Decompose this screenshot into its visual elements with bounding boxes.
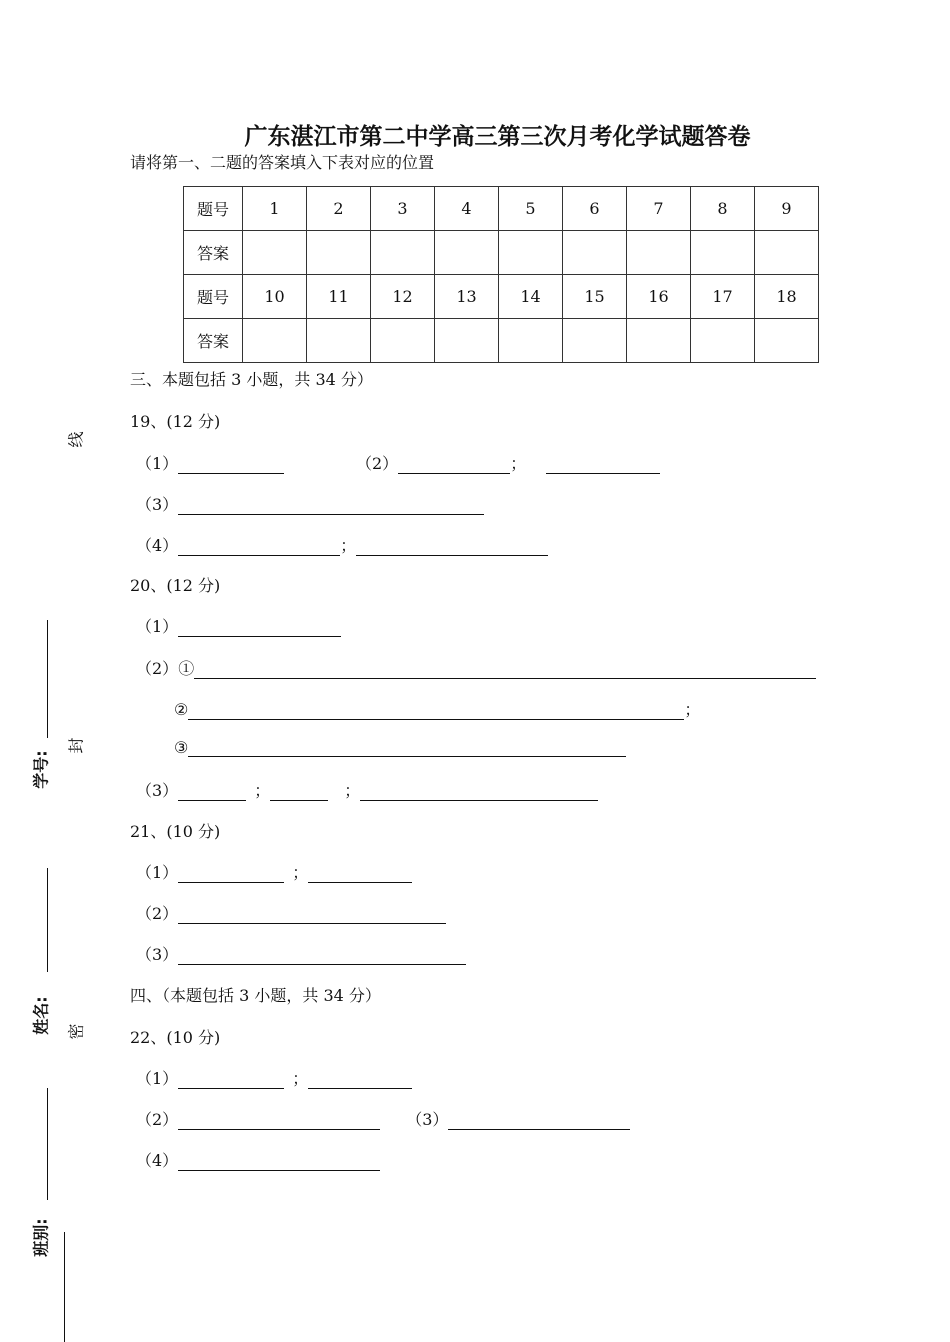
q21-part3 — [136, 942, 466, 965]
answer-blank[interactable] — [308, 1070, 412, 1089]
answer-blank[interactable] — [270, 782, 328, 801]
semicolon: ； — [344, 781, 361, 800]
answer-cell[interactable] — [371, 319, 435, 363]
q20-part1 — [136, 614, 341, 637]
q22-part1 — [136, 1066, 412, 1089]
table-row — [184, 275, 819, 319]
question-number: 3 — [371, 187, 435, 231]
question-number: 5 — [499, 187, 563, 231]
question-number: 2 — [307, 187, 371, 231]
question-number: 7 — [627, 187, 691, 231]
circled-1: ① — [178, 659, 195, 678]
answer-blank[interactable] — [178, 537, 340, 556]
answer-cell[interactable] — [307, 319, 371, 363]
semicolon: ； — [292, 863, 309, 882]
semicolon: ； — [254, 781, 271, 800]
part-label: （4） — [136, 1151, 179, 1170]
answer-blank[interactable] — [178, 496, 484, 515]
q21-part2 — [136, 901, 446, 924]
margin-border-line — [64, 1232, 65, 1342]
question-number: 1 — [243, 187, 307, 231]
part-label: （3） — [406, 1110, 449, 1129]
answer-cell[interactable] — [627, 319, 691, 363]
part-label: （2） — [356, 454, 399, 473]
question-number: 10 — [243, 275, 307, 319]
class-field[interactable] — [47, 1088, 48, 1200]
q19-part1 — [136, 451, 284, 474]
answer-cell[interactable] — [691, 231, 755, 275]
student-id-label: 学号: — [31, 750, 51, 789]
answer-cell[interactable] — [499, 231, 563, 275]
q20-part3 — [136, 778, 598, 801]
answer-cell[interactable] — [435, 231, 499, 275]
question-number: 12 — [371, 275, 435, 319]
instruction-text: 请将第一、二题的答案填入下表对应的位置 — [130, 153, 435, 172]
answer-blank[interactable] — [178, 782, 246, 801]
q19-part3 — [136, 492, 484, 515]
answer-blank[interactable] — [178, 1070, 284, 1089]
semicolon: ； — [340, 536, 357, 555]
q20-part2-2 — [174, 697, 700, 720]
answer-cell[interactable] — [691, 319, 755, 363]
answer-blank[interactable] — [178, 1152, 380, 1171]
part-label: （1） — [136, 617, 179, 636]
q20-part2-1 — [136, 656, 816, 679]
part-label: （3） — [136, 945, 179, 964]
answer-blank[interactable] — [546, 455, 660, 474]
semicolon: ； — [684, 700, 701, 719]
part-label: （3） — [136, 495, 179, 514]
part-label: （1） — [136, 1069, 179, 1088]
section-3-heading: 三、本题包括 3 小题，共 34 分） — [130, 370, 373, 389]
semicolon: ； — [510, 454, 527, 473]
margin-mi: 密 — [66, 1023, 86, 1040]
answer-blank[interactable] — [360, 782, 598, 801]
name-label: 姓名: — [31, 996, 51, 1035]
row-header: 答案 — [184, 231, 243, 275]
answer-cell[interactable] — [627, 231, 691, 275]
question-number: 18 — [755, 275, 819, 319]
row-header: 题号 — [184, 275, 243, 319]
q20-part2-3 — [174, 738, 626, 757]
row-header: 答案 — [184, 319, 243, 363]
question-number: 15 — [563, 275, 627, 319]
answer-cell[interactable] — [243, 231, 307, 275]
answer-blank[interactable] — [178, 946, 466, 965]
question-number: 6 — [563, 187, 627, 231]
answer-blank[interactable] — [178, 618, 341, 637]
answer-blank[interactable] — [398, 455, 510, 474]
answer-blank[interactable] — [308, 864, 412, 883]
q22-title: 22、(10 分) — [130, 1028, 221, 1047]
q19-part4 — [136, 533, 548, 556]
question-number: 9 — [755, 187, 819, 231]
part-label: （4） — [136, 536, 179, 555]
row-header: 题号 — [184, 187, 243, 231]
answer-blank[interactable] — [178, 455, 284, 474]
answer-cell[interactable] — [563, 319, 627, 363]
answer-blank[interactable] — [188, 738, 626, 757]
q22-part2 — [136, 1107, 630, 1130]
answer-cell[interactable] — [563, 231, 627, 275]
table-row — [184, 231, 819, 275]
answer-cell[interactable] — [371, 231, 435, 275]
answer-blank[interactable] — [178, 905, 446, 924]
q19-part2 — [356, 451, 660, 474]
answer-cell[interactable] — [755, 231, 819, 275]
q20-title: 20、(12 分) — [130, 576, 221, 595]
answer-blank[interactable] — [188, 701, 684, 720]
answer-blank[interactable] — [178, 1111, 380, 1130]
answer-table — [183, 186, 819, 363]
part-label: （1） — [136, 863, 179, 882]
section-4-heading: 四、（本题包括 3 小题，共 34 分） — [130, 986, 381, 1005]
answer-cell[interactable] — [435, 319, 499, 363]
circled-2: ② — [174, 700, 189, 719]
class-label: 班别: — [31, 1218, 51, 1257]
student-id-field[interactable] — [47, 620, 48, 738]
part-label: （2） — [136, 1110, 179, 1129]
question-number: 4 — [435, 187, 499, 231]
part-label: （3） — [136, 781, 179, 800]
name-field[interactable] — [47, 868, 48, 972]
q21-part1 — [136, 860, 412, 883]
answer-blank[interactable] — [178, 864, 284, 883]
answer-cell[interactable] — [307, 231, 371, 275]
circled-3: ③ — [174, 738, 189, 757]
question-number: 8 — [691, 187, 755, 231]
question-number: 16 — [627, 275, 691, 319]
part-label: （2） — [136, 904, 179, 923]
part-label: （1） — [136, 454, 179, 473]
page-title: 广东湛江市第二中学高三第三次月考化学试题答卷 — [244, 123, 751, 150]
answer-cell[interactable] — [243, 319, 307, 363]
answer-cell[interactable] — [755, 319, 819, 363]
question-number: 17 — [691, 275, 755, 319]
semicolon: ； — [292, 1069, 309, 1088]
q21-title: 21、(10 分) — [130, 822, 221, 841]
answer-blank[interactable] — [448, 1111, 630, 1130]
q22-part4 — [136, 1148, 380, 1171]
question-number: 13 — [435, 275, 499, 319]
q19-title: 19、(12 分) — [130, 412, 221, 431]
part-label: （2） — [136, 659, 179, 678]
table-row — [184, 319, 819, 363]
answer-cell[interactable] — [499, 319, 563, 363]
answer-blank[interactable] — [356, 537, 548, 556]
question-number: 14 — [499, 275, 563, 319]
table-row — [184, 187, 819, 231]
answer-blank[interactable] — [194, 660, 816, 679]
margin-xian: 线 — [66, 431, 86, 448]
margin-feng: 封 — [66, 737, 86, 754]
question-number: 11 — [307, 275, 371, 319]
